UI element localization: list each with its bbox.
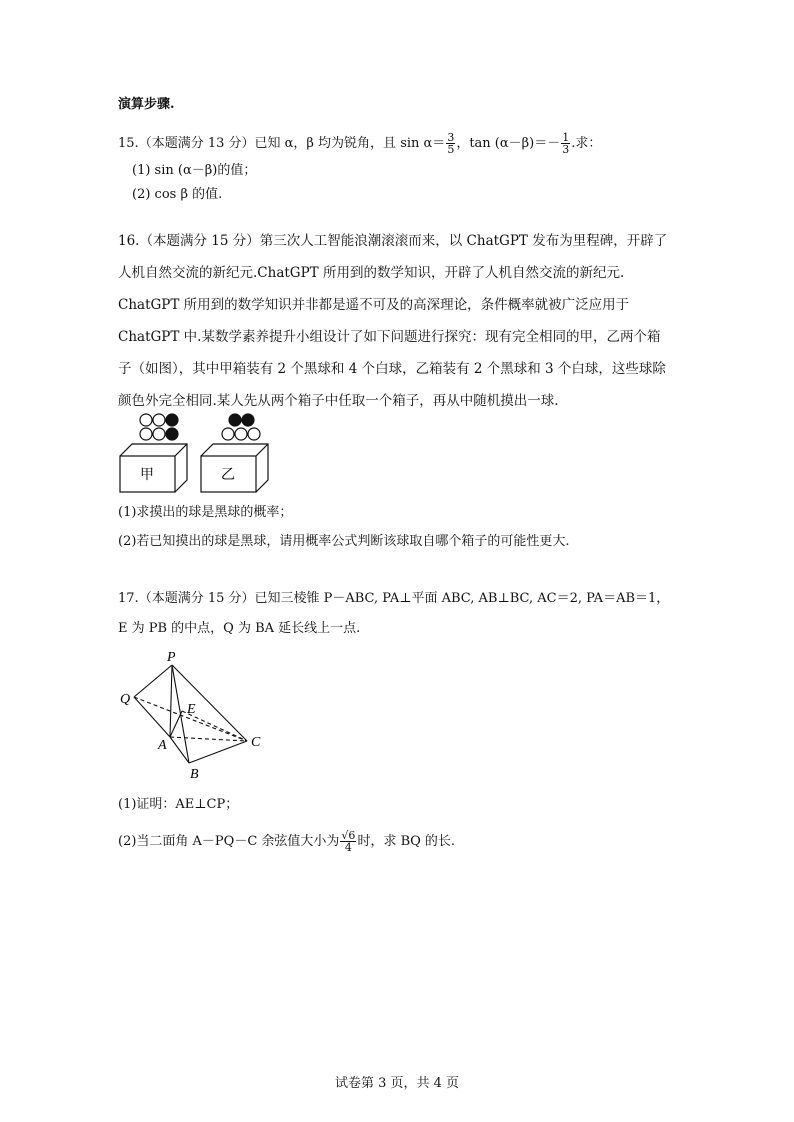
- q16-line-6: 颜色外完全相同.某人先从两个箱子中任取一个箱子，再从中随机摸出一球.: [118, 393, 559, 409]
- q17-part1: (1)证明：AE⊥CP；: [118, 797, 239, 812]
- boxes-figure: [115, 410, 285, 498]
- q17-part2: (2)当二面角 A－PQ－C 余弦值大小为 $\frac{√6}{4}$ 时，求 BQ 的长.: [118, 829, 456, 854]
- q16-line-2: 人机自然交流的新纪元.ChatGPT 所用到的数学知识，开辟了人机自然交流的新纪元.: [118, 265, 625, 281]
- ball-white: [153, 428, 165, 440]
- q17-number: 17.: [118, 591, 139, 606]
- q17-line-2: E 为 PB 的中点，Q 为 BA 延长线上一点.: [118, 621, 361, 636]
- q15-tan-fraction: $\frac{1}{3}$: [562, 131, 570, 156]
- q16-number: 16.: [118, 233, 140, 249]
- q16-line-3: ChatGPT 所用到的数学知识并非都是遥不可及的高深理论，条件概率就被广泛应用于: [118, 297, 630, 313]
- ball-white: [140, 428, 152, 440]
- q17-points: （本题满分 15 分）: [138, 591, 255, 606]
- ball-white: [222, 428, 234, 440]
- q15-points: （本题满分 13 分）: [138, 136, 255, 151]
- q15-sin-fraction: $\frac{3}{5}$: [447, 131, 455, 156]
- ball-white: [140, 414, 152, 426]
- ball-black: [229, 414, 241, 426]
- q16-line-1: 16.（本题满分 15 分）第三次人工智能浪潮滚滚而来，以 ChatGPT 发布为里程碑，开辟了: [118, 233, 668, 249]
- label-A: A: [158, 738, 167, 753]
- ball-black: [242, 414, 254, 426]
- q15-part1: (1) sin (α－β)的值；: [132, 163, 257, 178]
- ball-white: [248, 428, 260, 440]
- box-jia-label: 甲: [140, 468, 154, 483]
- q15-stem-c: .求：: [571, 136, 602, 151]
- box-yi-label: 乙: [221, 468, 235, 483]
- label-P: P: [167, 650, 176, 665]
- label-B: B: [190, 767, 199, 782]
- label-E: E: [187, 702, 196, 717]
- q16-part1: (1)求摸出的球是黑球的概率；: [118, 505, 293, 520]
- q16-part2: (2)若已知摸出的球是黑球，请用概率公式判断该球取自哪个箱子的可能性更大.: [118, 534, 570, 549]
- q17-stem: 已知三棱锥 P－ABC, PA⊥平面 ABC, AB⊥BC, AC＝2, PA＝AB＝1，: [254, 591, 670, 606]
- ball-black: [166, 428, 178, 440]
- page-footer: 试卷第 3 页，共 4 页: [334, 1076, 460, 1091]
- q15-stem-a: 已知 α，β 均为锐角，且 sin α＝: [254, 136, 446, 151]
- ball-white: [235, 428, 247, 440]
- label-C: C: [251, 735, 261, 750]
- question-15-stem: [118, 132, 601, 155]
- q17-line-1: [118, 590, 669, 608]
- ball-black: [166, 414, 178, 426]
- q16-points: （本题满分 15 分）: [139, 233, 260, 249]
- label-Q: Q: [120, 692, 131, 707]
- q15-number: 15.: [118, 136, 139, 151]
- intro-tail: 演算步骤.: [118, 97, 175, 112]
- q16-line-5: 子（如图），其中甲箱装有 2 个黑球和 4 个白球，乙箱装有 2 个黑球和 3 个白球，这些球除: [118, 361, 666, 377]
- q15-part2: (2) cos β 的值.: [132, 187, 223, 202]
- ball-white: [153, 414, 165, 426]
- pyramid-figure: [112, 645, 272, 785]
- q15-stem-b: ，tan (α－β)＝－: [456, 136, 561, 151]
- q16-line-4: ChatGPT 中.某数学素养提升小组设计了如下问题进行探究：现有完全相同的甲，乙两个箱: [118, 329, 661, 345]
- q17-cos-fraction: $\frac{√6}{4}$: [341, 829, 356, 854]
